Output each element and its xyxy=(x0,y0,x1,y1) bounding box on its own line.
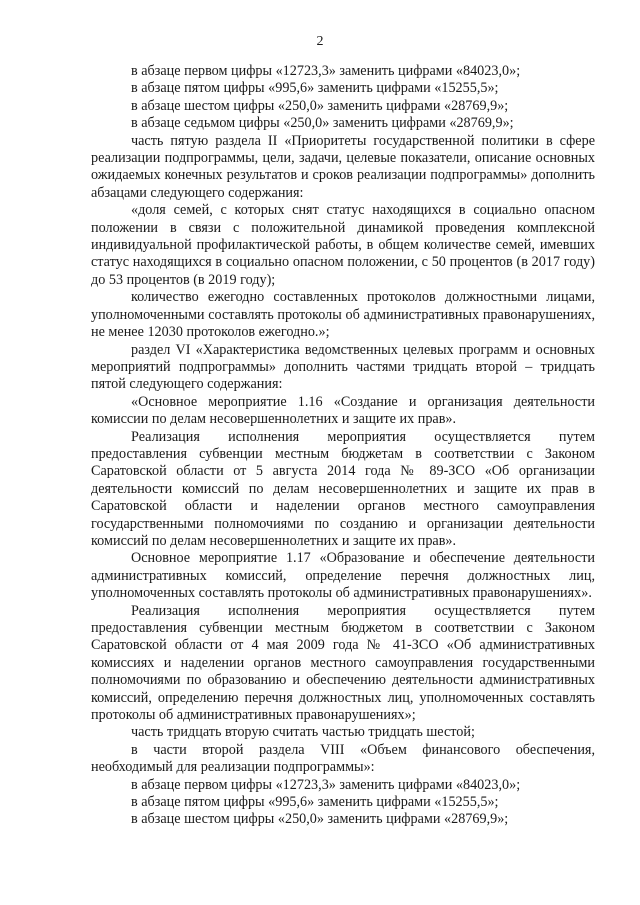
paragraph-2: в абзаце пятом цифры «995,6» заменить цифрами «15255,5»; xyxy=(131,80,499,97)
page-number: 2 xyxy=(316,34,324,49)
paragraph-8: раздел VI «Характеристика ведомственных целевых программ и основных мероприятий подпрограммы» дополнить частями тридцать второй – тридцать пятой следующего содержания: xyxy=(91,341,595,393)
paragraph-4: в абзаце седьмом цифры «250,0» заменить цифрами «28769,9»; xyxy=(131,115,514,132)
paragraph-12: Реализация исполнения мероприятия осуществляется путем предоставления субвенции местным бюджетом в соответствии с Законом Саратовской области от 4 мая 2009 года № 41-ЗСО «Об административных комиссиях и наделении органов местного самоуправления государственными полномочиями по образованию и обеспечению деятельности административных комиссий, определению перечня должностных лиц, уполномоченных составлять протоколы об административных правонарушениях»; xyxy=(91,602,595,724)
paragraph-9: «Основное мероприятие 1.16 «Создание и организация деятельности комиссии по делам несовершеннолетних и защите их прав». xyxy=(91,393,595,428)
paragraph-3: в абзаце шестом цифры «250,0» заменить цифрами «28769,9»; xyxy=(131,97,509,114)
paragraph-5: часть пятую раздела II «Приоритеты государственной политики в сфере реализации подпрограммы, цели, задачи, целевые показатели, описание основных ожидаемых конечных результатов и сроков реализации подпрограммы» дополнить абзацами следующего содержания: xyxy=(91,132,595,201)
paragraph-15: в абзаце первом цифры «12723,3» заменить цифрами «84023,0»; xyxy=(131,776,521,793)
paragraph-10: Реализация исполнения мероприятия осуществляется путем предоставления субвенции местным бюджетам в соответствии с Законом Саратовской области от 5 августа 2014 года № 89-ЗСО «Об организации деятельности комиссий по делам несовершеннолетних и защите их прав в Саратовской области и наделении органов местного самоуправления государственными полномочиями по созданию и организации деятельности комиссий по делам несовершеннолетних и защите их прав». xyxy=(91,428,595,549)
paragraph-11: Основное мероприятие 1.17 «Образование и обеспечение деятельности административных комиссий, определение перечня должностных лиц, уполномоченных составлять протоколы об административных правонарушениях». xyxy=(91,550,595,602)
paragraph-13: часть тридцать вторую считать частью тридцать шестой; xyxy=(131,724,475,741)
paragraph-7: количество ежегодно составленных протоколов должностными лицами, уполномоченными составлять протоколы об административных правонарушениях, не менее 12030 протоколов ежегодно.»; xyxy=(91,289,595,341)
paragraph-6: «доля семей, с которых снят статус находящихся в социально опасном положении в связи с положительной динамикой проведения комплексной индивидуальной профилактической работы, в общем количестве семей, имевших статус находящихся в социально опасном положении, с 50 процентов (в 2017 году) до 53 процентов (в 2019 году); xyxy=(91,202,595,288)
paragraph-16: в абзаце пятом цифры «995,6» заменить цифрами «15255,5»; xyxy=(131,794,499,811)
document-body xyxy=(91,63,595,829)
paragraph-14: в части второй раздела VIII «Объем финансового обеспечения, необходимый для реализации подпрограммы»: xyxy=(91,741,595,776)
paragraph-1: в абзаце первом цифры «12723,3» заменить цифрами «84023,0»; xyxy=(131,63,521,79)
paragraph-17: в абзаце шестом цифры «250,0» заменить цифрами «28769,9»; xyxy=(131,811,509,828)
